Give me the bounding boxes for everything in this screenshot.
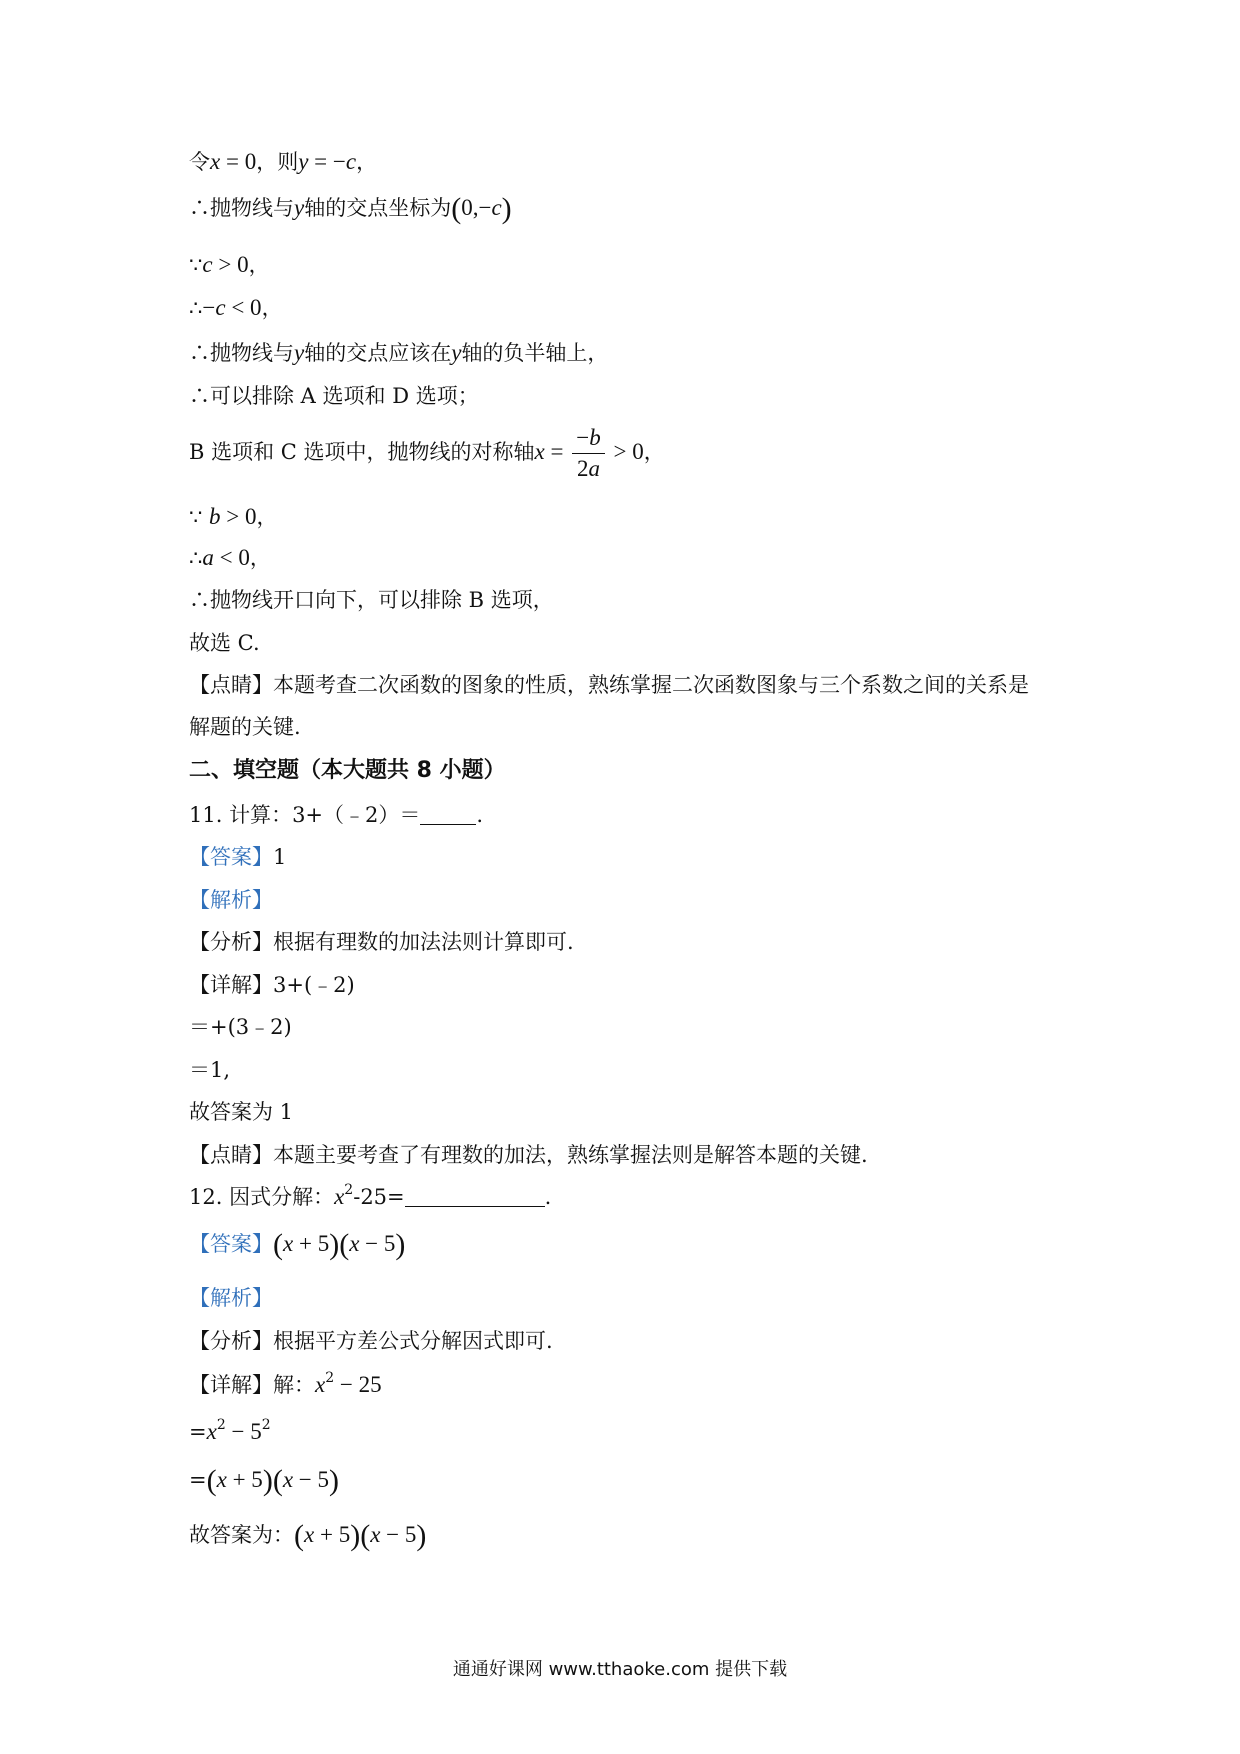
line-exclude-a-d: ∴可以排除 A 选项和 D 选项； — [189, 384, 479, 408]
q11-answer: 【答案】1 — [189, 845, 287, 869]
q11-analysis-tag: 【解析】 — [189, 888, 273, 912]
q12-detail: 【详解】解：$x^2 - 25$ — [189, 1370, 382, 1397]
q12-analysis-tag: 【解析】 — [189, 1286, 273, 1310]
line-a-negative: ∴a < 0， — [189, 545, 271, 570]
line-b-positive: ∵ b > 0， — [189, 504, 278, 529]
q11-comment: 【点睛】本题主要考查了有理数的加法，熟练掌握法则是解答本题的关键. — [189, 1143, 868, 1167]
q12-step-2: =(x + 5)(x − 5) — [189, 1464, 340, 1497]
answer-blank — [420, 804, 476, 825]
q11-step-1: ＝+(3﹣2) — [189, 1015, 292, 1039]
line-opens-downward: ∴抛物线开口向下，可以排除 B 选项， — [189, 588, 554, 612]
q12-answer: 【答案】(x + 5)(x − 5) — [189, 1228, 406, 1261]
section-heading-fill-in: 二、填空题（本大题共 8 小题） — [189, 758, 506, 783]
q11-final-answer: 故答案为 1 — [189, 1100, 294, 1124]
q11-detail: 【详解】3+(﹣2) — [189, 973, 355, 997]
fraction-neg-b-over-2a: $\frac{-b}{2a}$ — [572, 423, 604, 484]
line-let-x-zero: 令x = 0，则y = −c， — [189, 149, 378, 174]
line-intersection-coord: ∴抛物线与y轴的交点坐标为(0,−c) — [189, 192, 512, 225]
question-11: 11. 计算：3+（﹣2）＝ . — [189, 803, 484, 827]
q12-step-1: $=x^2 - 5^2$ — [189, 1417, 271, 1444]
line-negative-half-axis: ∴抛物线与y轴的交点应该在y轴的负半轴上， — [189, 340, 609, 365]
q11-step-2: ＝1, — [189, 1058, 231, 1082]
q11-analysis: 【分析】根据有理数的加法法则计算即可. — [189, 930, 574, 954]
q12-final-answer: 故答案为：(x + 5)(x − 5) — [189, 1519, 427, 1552]
page-footer: 通通好课网 www.tthaoke.com 提供下载 — [452, 1659, 788, 1680]
q12-analysis: 【分析】根据平方差公式分解因式即可. — [189, 1329, 553, 1353]
line-neg-c: ∴−c < 0， — [189, 295, 283, 320]
line-c-positive: ∵c > 0， — [189, 252, 270, 277]
question-12: 12. 因式分解：$x^2-25=$ . — [189, 1182, 552, 1209]
line-comment-1: 【点睛】本题考查二次函数的图象的性质，熟练掌握二次函数图象与三个系数之间的关系是 — [189, 673, 1029, 697]
line-choose-c: 故选 C. — [189, 631, 260, 655]
answer-blank — [405, 1186, 545, 1207]
line-comment-1-cont: 解题的关键. — [189, 715, 301, 739]
line-axis-of-symmetry: B 选项和 C 选项中，抛物线的对称轴x = $\frac{-b}{2a}$ > 0， — [189, 423, 665, 484]
